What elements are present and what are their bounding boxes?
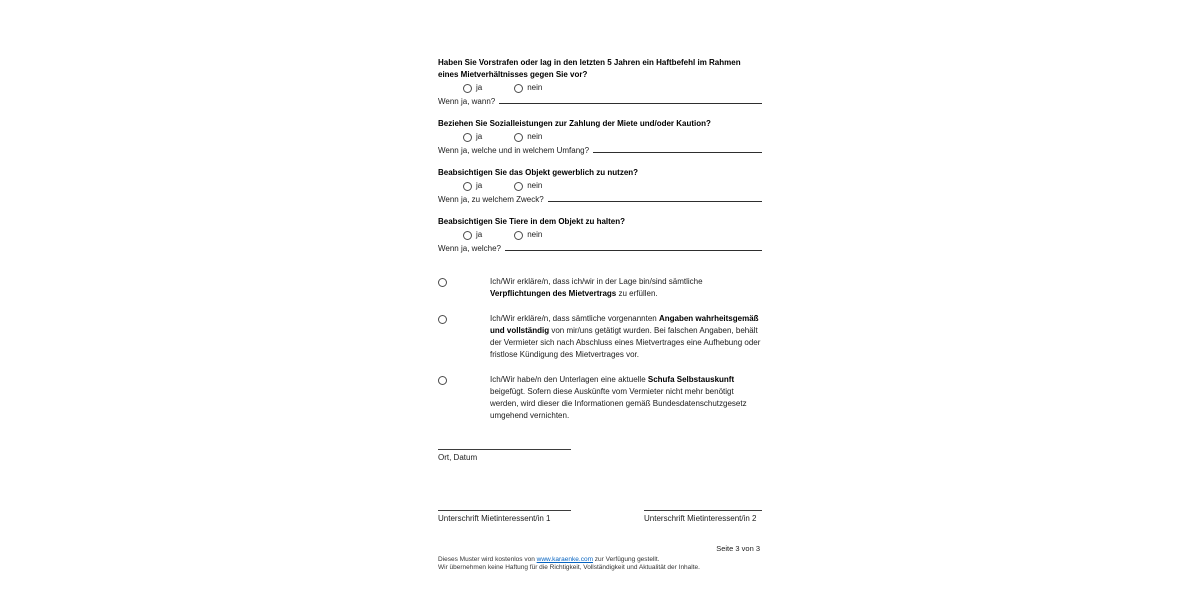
radio-option-nein[interactable] (514, 82, 542, 94)
radio-nein-label: nein (527, 230, 543, 239)
declaration-schufa (438, 374, 762, 422)
fill-in-line (505, 241, 762, 251)
signature-label-1: Unterschrift Mietinteressent/in 1 (438, 514, 551, 523)
question-title: Beabsichtigen Sie Tiere in dem Objekt zu halten? (438, 217, 626, 226)
radio-nein-icon[interactable] (514, 133, 523, 142)
radio-nein-icon[interactable] (514, 84, 523, 93)
radio-option-ja[interactable] (463, 82, 482, 94)
footer-line-1 (438, 556, 700, 564)
followup-row (438, 94, 762, 106)
footer-line-1-pre: Dieses Muster wird kostenlos von (438, 556, 537, 563)
signature-label-2: Unterschrift Mietinteressent/in 2 (644, 514, 757, 523)
declaration-text-pre: Ich/Wir erkläre/n, dass ich/wir in der Lage bin/sind sämtliche (490, 277, 703, 286)
declaration-text-bold: Verpflichtungen des Mietvertrags (490, 289, 617, 298)
radio-option-ja[interactable] (463, 131, 482, 143)
question-tiere (438, 216, 762, 253)
radio-ja-icon[interactable] (463, 182, 472, 191)
radio-nein-label: nein (527, 132, 543, 141)
fill-in-line (593, 143, 762, 153)
radio-declaration-icon[interactable] (438, 376, 447, 385)
radio-option-nein[interactable] (514, 131, 542, 143)
radio-nein-label: nein (527, 83, 543, 92)
question-vorstrafen (438, 57, 762, 106)
question-title: Beziehen Sie Sozialleistungen zur Zahlung der Miete und/oder Kaution? (438, 119, 711, 128)
signature-row (438, 510, 762, 525)
radio-ja-icon[interactable] (463, 84, 472, 93)
question-options (438, 229, 762, 241)
radio-option-nein[interactable] (514, 180, 542, 192)
content-column (438, 57, 762, 435)
radio-nein-icon[interactable] (514, 182, 523, 191)
radio-ja-label: ja (476, 181, 483, 190)
radio-option-nein[interactable] (514, 229, 542, 241)
ort-datum-block (438, 449, 571, 464)
declaration-text-pre: Ich/Wir erkläre/n, dass sämtliche vorgenannten (490, 314, 659, 323)
radio-ja-icon[interactable] (463, 133, 472, 142)
fill-in-line (499, 94, 762, 104)
ort-datum-line (438, 449, 571, 450)
declaration-text-bold: Angaben wahrheitsgemäß und vollständig (490, 314, 759, 335)
declaration-text-bold: Schufa Selbstauskunft (647, 375, 735, 384)
footer-link[interactable]: www.karaenke.com (536, 556, 593, 563)
followup-label: Wenn ja, zu welchem Zweck? (438, 195, 544, 204)
question-options (438, 82, 762, 94)
radio-declaration-icon[interactable] (438, 278, 447, 287)
followup-row (438, 192, 762, 204)
followup-label: Wenn ja, wann? (438, 97, 496, 106)
declaration-text-pre: Ich/Wir habe/n den Unterlagen eine aktuelle (490, 375, 648, 384)
ort-datum-label: Ort, Datum (438, 453, 478, 462)
radio-option-ja[interactable] (463, 180, 482, 192)
declaration-text-post: beigefügt. Sofern diese Auskünfte vom Vermieter nicht mehr benötigt werden, wird dieser die Informationen gemäß Bundesdatenschutzgesetz umgehend vernichten. (490, 387, 747, 420)
declaration-text (490, 276, 762, 300)
question-gewerblich (438, 167, 762, 204)
question-options (438, 131, 762, 143)
radio-declaration-icon[interactable] (438, 315, 447, 324)
footer (438, 556, 700, 572)
signature-block-1 (438, 510, 571, 525)
fill-in-line (548, 192, 762, 202)
radio-ja-label: ja (476, 132, 483, 141)
page-number: Seite 3 von 3 (716, 544, 760, 553)
declaration-verpflichtungen (438, 276, 762, 300)
radio-ja-icon[interactable] (463, 231, 472, 240)
footer-line-2: Wir übernehmen keine Haftung für die Richtigkeit, Vollständigkeit und Aktualität der Inhalte. (438, 564, 700, 571)
radio-ja-label: ja (476, 83, 483, 92)
question-title: Beabsichtigen Sie das Objekt gewerblich zu nutzen? (438, 168, 639, 177)
radio-ja-label: ja (476, 230, 483, 239)
footer-line-1-post: zur Verfügung gestellt. (592, 556, 660, 563)
declaration-text (490, 313, 762, 361)
declaration-angaben (438, 313, 762, 361)
followup-row (438, 143, 762, 155)
followup-label: Wenn ja, welche und in welchem Umfang? (438, 146, 590, 155)
declaration-text-post: von mir/uns getätigt wurden. Bei falschen Angaben, behält der Vermieter sich nach Abschluss eines Mietvertrages eine Aufhebung oder fristlose Kündigung des Mietvertrages vor. (490, 326, 761, 359)
followup-row (438, 241, 762, 253)
radio-nein-icon[interactable] (514, 231, 523, 240)
question-options (438, 180, 762, 192)
followup-label: Wenn ja, welche? (438, 244, 501, 253)
signature-line-1 (438, 510, 571, 511)
radio-option-ja[interactable] (463, 229, 482, 241)
radio-nein-label: nein (527, 181, 543, 190)
declarations-section (438, 276, 762, 422)
question-sozialleistungen (438, 118, 762, 155)
question-title: Haben Sie Vorstrafen oder lag in den letzten 5 Jahren ein Haftbefehl im Rahmen eines Mietverhältnisses gegen Sie vor? (438, 58, 741, 79)
declaration-text-post: zu erfüllen. (616, 289, 658, 298)
signature-block-2 (644, 510, 762, 525)
signature-line-2 (644, 510, 762, 511)
declaration-text (490, 374, 762, 422)
